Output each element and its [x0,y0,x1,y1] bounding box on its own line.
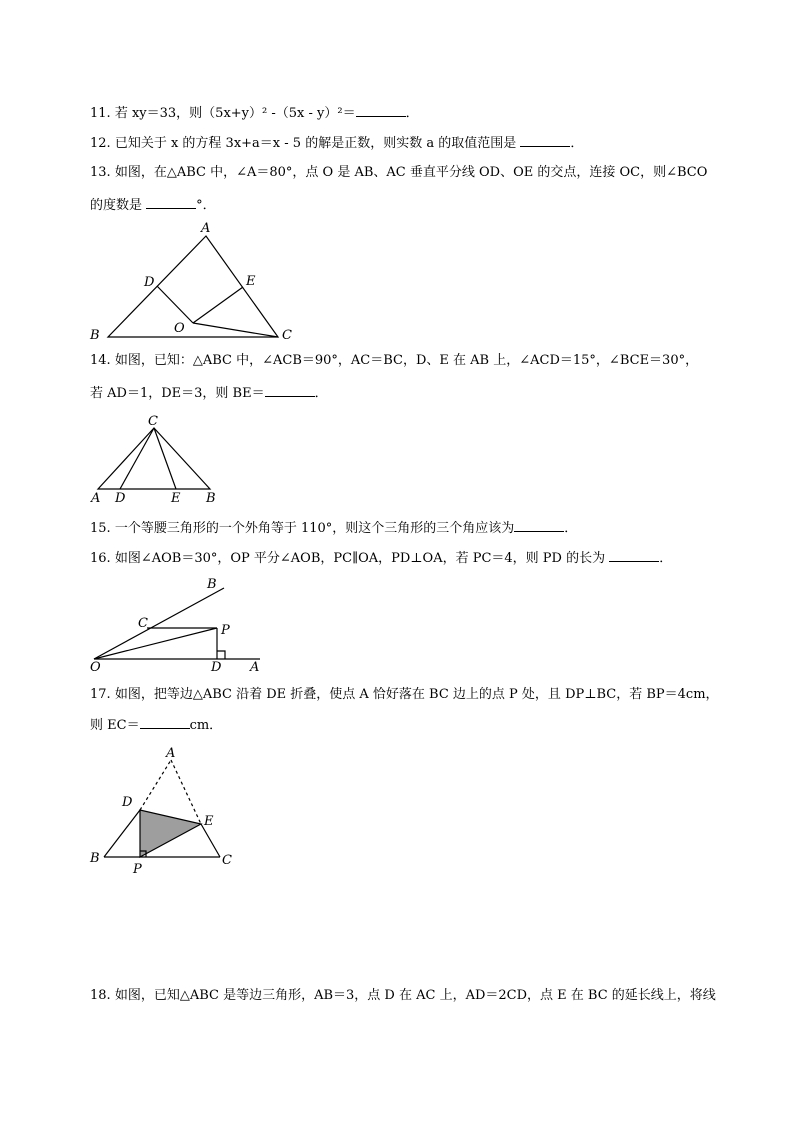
question-tail: cm． [189,718,223,733]
label-O: O [174,321,185,336]
label-E: E [204,814,214,829]
question-text: 如图，在△ABC 中，∠A＝80°，点 O 是 AB、AC 垂直平分线 OD、OE 的交点，连接 OC，则∠BCO [114,165,708,180]
label-P: P [221,623,230,638]
label-D: D [211,660,222,675]
question-number: 15. [90,521,111,536]
label-B: B [207,577,217,592]
question-tail: ． [314,386,328,401]
question-text: 如图，已知△ABC 是等边三角形，AB＝3，点 D 在 AC 上，AD＝2CD，点 E 在 BC 的延长线上，将线 [114,988,716,1003]
label-B: B [90,851,100,866]
label-B: B [90,328,100,343]
question-tail: °． [196,198,216,213]
question-text: 一个等腰三角形的一个外角等于 110°，则这个三角形的三个角应该为 [114,521,515,536]
question-tail: ． [570,136,584,151]
question-text-line2: 则 EC＝ [90,718,140,733]
question-text-line2: 的度数是 [90,198,147,213]
label-E: E [171,491,181,506]
label-D: D [144,275,155,290]
label-D: D [115,491,126,506]
question-number: 11. [90,106,111,121]
label-O: O [90,660,101,675]
label-C: C [222,853,232,868]
question-text-line2: 若 AD＝1，DE＝3，则 BE＝ [90,386,265,401]
question-number: 13. [90,165,111,180]
label-P: P [133,862,142,877]
question-number: 12. [90,136,111,151]
label-A: A [250,660,260,675]
question-tail: ． [405,106,419,121]
label-B: B [206,491,216,506]
question-number: 16. [90,551,111,566]
question-tail: ． [659,551,673,566]
question-text: 若 xy＝33，则（5x+y）² -（5x - y）²＝ [114,106,356,121]
question-text: 如图，把等边△ABC 沿着 DE 折叠，使点 A 恰好落在 BC 边上的点 P 处，且 DP⊥BC，若 BP＝4cm， [114,687,719,702]
question-number: 14. [90,353,111,368]
question-tail: ． [564,521,578,536]
label-C: C [282,328,292,343]
label-C: C [138,616,148,631]
label-A: A [166,746,176,761]
label-D: D [122,795,133,810]
question-text: 如图∠AOB＝30°，OP 平分∠AOB，PC∥OA，PD⊥OA，若 PC＝4，则 PD 的长为 [114,551,610,566]
label-A: A [201,221,211,236]
question-number: 18. [90,988,111,1003]
question-text: 已知关于 x 的方程 3x+a＝x - 5 的解是正数，则实数 a 的取值范围是 [114,136,521,151]
label-A: A [91,491,101,506]
label-E: E [246,274,256,289]
question-18 [90,987,716,1005]
question-number: 17. [90,687,111,702]
label-C: C [148,414,158,429]
question-text: 如图，已知：△ABC 中，∠ACB＝90°，AC＝BC，D、E 在 AB 上，∠ACD＝15°，∠BCE＝30°， [114,353,699,368]
